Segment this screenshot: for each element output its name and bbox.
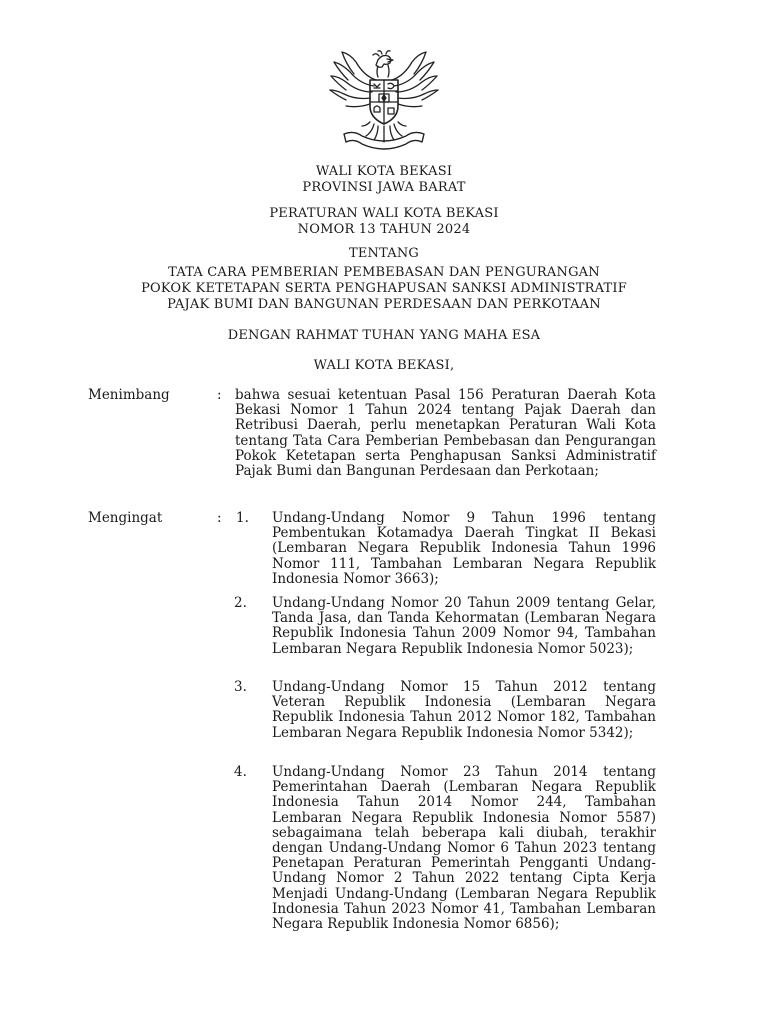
- regulation-title: [0, 265, 768, 313]
- list-item-number: 3.: [234, 679, 247, 695]
- menimbang-label: Menimbang: [88, 387, 170, 403]
- list-item-number: 1.: [236, 510, 249, 526]
- menimbang-colon: :: [217, 387, 222, 403]
- regulation-header: [0, 206, 768, 238]
- list-item: Undang-Undang Nomor 15 Tahun 2012 tentang Veteran Republik Indonesia (Lembaran Negara Republik Indonesia Tahun 2012 Nomor 182, Tambahan Lembaran Negara Republik Indonesia Nomor 5342);: [272, 679, 656, 741]
- mengingat-colon: :: [217, 510, 222, 526]
- list-item-number: 4.: [234, 764, 247, 780]
- province-name: PROVINSI JAWA BARAT: [302, 180, 466, 195]
- list-item: Undang-Undang Nomor 23 Tahun 2014 tentang Pemerintahan Daerah (Lembaran Negara Republik Indonesia Tahun 2014 Nomor 244, Tambahan Lembaran Negara Republik Indonesia Nomor 5587) sebagaimana telah beberapa kali diubah, terakhir dengan Undang-Undang Nomor 6 Tahun 2023 tentang Penetapan Peraturan Pemerintah Pengganti Undang-Undang Nomor 2 Tahun 2022 tentang Cipta Kerja Menjadi Undang-Undang (Lembaran Negara Republik Indonesia Tahun 2023 Nomor 41, Tambahan Lembaran Negara Republik Indonesia Nomor 6856);: [272, 764, 656, 933]
- preamble-grace: DENGAN RAHMAT TUHAN YANG MAHA ESA: [227, 328, 541, 343]
- about-label: TENTANG: [348, 246, 420, 261]
- garuda-pancasila-emblem: [326, 50, 442, 156]
- issuer-header: [0, 164, 768, 196]
- list-item-number: 2.: [234, 595, 247, 611]
- mengingat-label: Mengingat: [88, 510, 163, 526]
- list-item: Undang-Undang Nomor 20 Tahun 2009 tentang Gelar, Tanda Jasa, dan Tanda Kehormatan (Lembaran Negara Republik Indonesia Tahun 2009 Nomor 94, Tambahan Lembaran Negara Republik Indonesia Nomor 5023);: [272, 595, 656, 657]
- list-item: Undang-Undang Nomor 9 Tahun 1996 tentang Pembentukan Kotamadya Daerah Tingkat II Bekasi (Lembaran Negara Republik Indonesia Tahun 1996 Nomor 111, Tambahan Lembaran Negara Republik Indonesia Nomor 3663);: [272, 510, 656, 587]
- menimbang-text: bahwa sesuai ketentuan Pasal 156 Peraturan Daerah Kota Bekasi Nomor 1 Tahun 2024 tentang Pajak Daerah dan Retribusi Daerah, perlu menetapkan Peraturan Wali Kota tentang Tata Cara Pemberian Pembebasan dan Pengurangan Pokok Ketetapan serta Penghapusan Sanksi Administratif Pajak Bumi dan Bangunan Perdesaan dan Perkotaan;: [235, 387, 656, 480]
- regulation-number: NOMOR 13 TAHUN 2024: [297, 222, 471, 237]
- regulation-title-line: TATA CARA PEMBERIAN PEMBEBASAN DAN PENGURANGAN: [168, 265, 600, 280]
- regulation-title-line: POKOK KETETAPAN SERTA PENGHAPUSAN SANKSI ADMINISTRATIF: [141, 281, 627, 296]
- enacting-authority: WALI KOTA BEKASI,: [313, 358, 455, 373]
- issuer-title: WALI KOTA BEKASI: [315, 164, 453, 179]
- regulation-title-line: PAJAK BUMI DAN BANGUNAN PERDESAAN DAN PERKOTAAN: [167, 297, 601, 312]
- regulation-name: PERATURAN WALI KOTA BEKASI: [269, 206, 499, 221]
